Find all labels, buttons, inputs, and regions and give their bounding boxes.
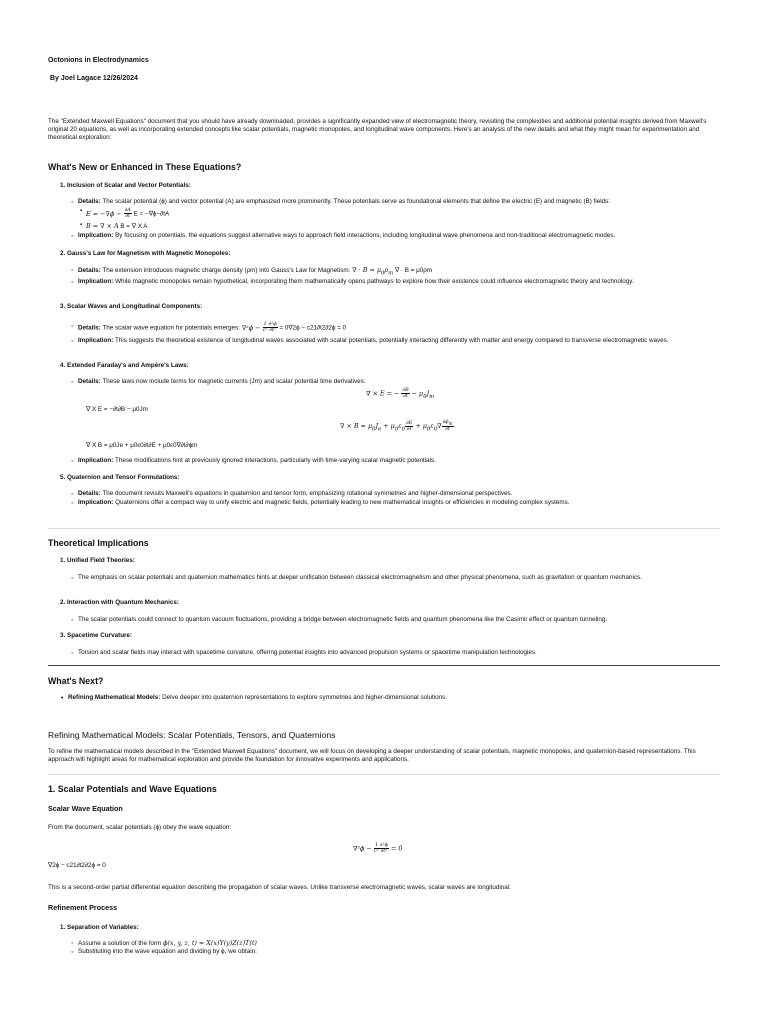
subsection-scalar-wave	[48, 804, 720, 813]
ampere-equation-math: ∇ × $B = \mu_0J_e + \mu_0\varepsilon_0$ $\frac{\partial E}{\partial t}$ + $\mu_0\varepsilon_0\nabla$ $\frac{\partial\phi_m}{\partial t}$	[340, 419, 453, 433]
section-refining	[48, 730, 720, 741]
faraday-equation-plain: ∇ X E = −∂t∂B − μ0Jm	[86, 406, 148, 413]
divider	[48, 665, 720, 666]
e-field-math: E = −∇ϕ − $\frac{\partial A}{\partial t}$	[86, 207, 131, 219]
whats-new-item-2-title: 2. Gauss's Law for Magnetism with Magnetic Monopoles:	[60, 250, 231, 257]
e-field-plain: E = −∇ϕ−∂tA	[133, 210, 170, 218]
whats-new-item-2-implication	[78, 278, 718, 286]
separation-bullet-2: ◦ Substituting into the wave equation and dividing by ϕ, we obtain:	[78, 948, 718, 956]
gauss-plain: ∇ · B = μ0ρm	[394, 267, 433, 274]
details-text: The extension introduces magnetic charge density (ρm) into Gauss's Law for Magnetism:	[102, 267, 351, 274]
wave-equation-math: ∇²ϕ − $\frac{1}{\text{c²}}$ $\frac{\text{∂²ϕ}}{\text{∂t²}}$ = 0	[353, 842, 403, 854]
section-scalar-potentials	[48, 784, 720, 795]
equation-b-field	[86, 222, 686, 231]
separation-bullet-1	[78, 939, 718, 948]
section-theoretical	[48, 538, 720, 549]
refining-paragraph: To refine the mathematical models described in the "Extended Maxwell Equations" document, we will focus on developing a deeper understanding of scalar potentials, magnetic monopoles, and quaternion-based representations. This approach will highlight areas for mathematical exploration and provide the foundation for innovative experiments and applications.	[48, 748, 696, 764]
whats-new-item-3-title: 3. Scalar Waves and Longitudinal Components:	[60, 303, 203, 310]
scalar-wave-subheading: Scalar Wave Equation	[48, 804, 123, 813]
implication-text: By focusing on potentials, the equations suggest alternative ways to approach field interactions, including longitudinal wave phenomena and non-traditional electromagnetic modes.	[115, 232, 616, 239]
details-text: The scalar wave equation for potentials emerges:	[102, 324, 240, 332]
scalar-heading: 1. Scalar Potentials and Wave Equations	[48, 784, 217, 794]
implication-label: Implication:	[78, 457, 114, 464]
implication-text: Quaternions offer a compact way to unify electric and magnetic fields, potentially leading to new mathematical insights or efficiencies in modeling complex systems.	[115, 499, 570, 506]
b-field-plain: B = ∇ X A	[120, 223, 148, 230]
theoretical-item-1-text: ◦ The emphasis on scalar potentials and quaternion mathematics hints at deeper unification between classical electromagnetism and other physical phenomena, such as gravitation or quantum mechanics.	[78, 574, 718, 582]
whats-new-item-1-implication	[78, 232, 718, 240]
whats-new-item-4-implication	[78, 457, 718, 465]
theoretical-heading: Theoretical Implications	[48, 538, 149, 548]
whats-new-item-5-details	[78, 490, 718, 498]
b-field-math: B = ∇ × A	[86, 222, 119, 230]
scalar-lead: From the document, scalar potentials (ϕ) obey the wave equation:	[48, 824, 232, 831]
whats-new-item-3-details	[78, 322, 718, 333]
implication-text: This suggests the theoretical existence of longitudinal waves associated with scalar potentials, potentially interacting differently with matter and energy compared to transverse electromagnetic waves.	[114, 337, 669, 344]
equation-e-field	[86, 208, 686, 219]
author-byline: By Joel Lagace 12/26/2024	[50, 75, 138, 82]
details-label: Details:	[78, 324, 101, 332]
refinement-step-1: 1. Separation of Variables:	[60, 924, 139, 931]
details-label: Details:	[78, 267, 101, 274]
whats-new-item-1-title: 1. Inclusion of Scalar and Vector Potentials:	[60, 182, 191, 189]
theoretical-item-3-title: 3. Spacetime Curvature:	[60, 632, 133, 639]
implication-label: Implication:	[78, 278, 114, 285]
details-label: Details:	[78, 378, 101, 385]
section-heading-whats-new	[48, 162, 720, 173]
whats-new-item-3-implication	[78, 337, 718, 345]
whats-new-heading: What's New or Enhanced in These Equations?	[48, 162, 242, 172]
details-text: These laws now include terms for magnetic currents (Jm) and scalar potential time derivatives:	[102, 378, 366, 385]
implication-text: While magnetic monopoles remain hypothetical, incorporating them mathematically opens pathways to explore how their existence could influence electromagnetic theory and technology.	[115, 278, 634, 285]
divider	[48, 528, 720, 529]
refinement-heading: Refinement Process	[48, 903, 118, 912]
theoretical-item-2-text: ◦ The scalar potentials could connect to quantum vacuum fluctuations, providing a bridge between electromagnetic fields and quantum phenomena like the Casimir effect or quantum tunneling.	[78, 616, 718, 624]
wave-equation-plain: ∇2ϕ − c21∂t2∂2ϕ = 0	[48, 862, 106, 869]
section-whats-next	[48, 676, 720, 687]
whats-new-item-4-title: 4. Extended Faraday's and Ampère's Laws:	[60, 362, 189, 369]
separation-math: ϕ(x, y, z, t) = X(x)Y(y)Z(z)T(t)	[163, 939, 257, 947]
scalar-description: This is a second-order partial differential equation describing the propagation of scalar waves. Unlike transverse electromagnetic waves, scalar waves are longitudinal.	[48, 884, 511, 891]
implication-label: Implication:	[78, 337, 114, 344]
whats-new-item-4-details	[78, 378, 718, 386]
implication-label: Implication:	[78, 499, 114, 506]
ampere-equation-plain: ∇ X B = μ0Je + μ0ε0∂t∂E + μ0ε0∇∂t∂ϕm	[86, 442, 198, 449]
details-text: The scalar potential (ϕ) and vector potential (A) are emphasized more prominently. These potentials serve as foundational elements that define the electric (E) and magnetic (B) fields:	[102, 198, 611, 205]
whats-next-heading: What's Next?	[48, 676, 104, 686]
whats-next-bullet	[68, 694, 708, 702]
whats-new-item-5-implication	[78, 499, 718, 507]
divider	[48, 774, 720, 775]
document-title: Octonions in Electrodynamics	[48, 57, 149, 64]
whats-new-item-2-details	[78, 266, 718, 277]
gauss-math: ∇ · $B = \mu_0\rho_m$	[352, 266, 394, 277]
intro-paragraph: The "Extended Maxwell Equations" document that you should have already downloaded, provides a significantly expanded view of electromagnetic theory, revisiting the complexities and additional potential insights derived from Maxwell's original 20 equations, as well as incorporating extended concepts like scalar potentials, magnetic monopoles, and longitudinal wave components. Here's an analysis of the new details and what they might mean for experimentation and theoretical exploration:	[48, 118, 707, 142]
implication-label: Implication:	[78, 232, 114, 239]
faraday-equation-math: ∇ × E = − $\frac{\partial B}{\partial t}$ − $\mu_0J_m$	[366, 387, 435, 400]
subsection-refinement	[48, 903, 720, 912]
bullet-text: Delve deeper into quaternion representations to explore symmetries and higher-dimensional solutions.	[162, 694, 448, 701]
whats-new-item-5-title: 5. Quaternion and Tensor Formulations:	[60, 474, 180, 481]
whats-new-item-1-details	[78, 198, 718, 206]
scalar-wave-math: ∇²ϕ − $\frac{1}{\text{c²}}$ $\frac{\text{∂²ϕ}}{\text{∂t²}}$	[241, 321, 277, 333]
scalar-wave-plain: = 0∇2ϕ − c21∂t2∂2ϕ = 0	[279, 324, 347, 332]
implication-text: These modifications hint at previously ignored interactions, particularly with time-varying scalar magnetic potentials.	[114, 457, 436, 464]
refining-heading: Refining Mathematical Models: Scalar Potentials, Tensors, and Quaternions	[48, 730, 336, 740]
details-text: The document revisits Maxwell's equations in quaternion and tensor form, emphasizing rotational symmetries and higher-dimensional perspectives.	[102, 490, 513, 497]
theoretical-item-3-text: ◦ Torsion and scalar fields may interact with spacetime curvature, offering potential insights into advanced propulsion systems or spacetime manipulation technologies.	[78, 649, 718, 657]
details-label: Details:	[78, 490, 101, 497]
bullet-label: Refining Mathematical Models:	[68, 694, 161, 701]
theoretical-item-1-title: 1. Unified Field Theories:	[60, 557, 135, 564]
details-label: Details:	[78, 198, 101, 205]
bullet-text: Assume a solution of the form	[78, 940, 162, 947]
theoretical-item-2-title: 2. Interaction with Quantum Mechanics:	[60, 599, 179, 606]
